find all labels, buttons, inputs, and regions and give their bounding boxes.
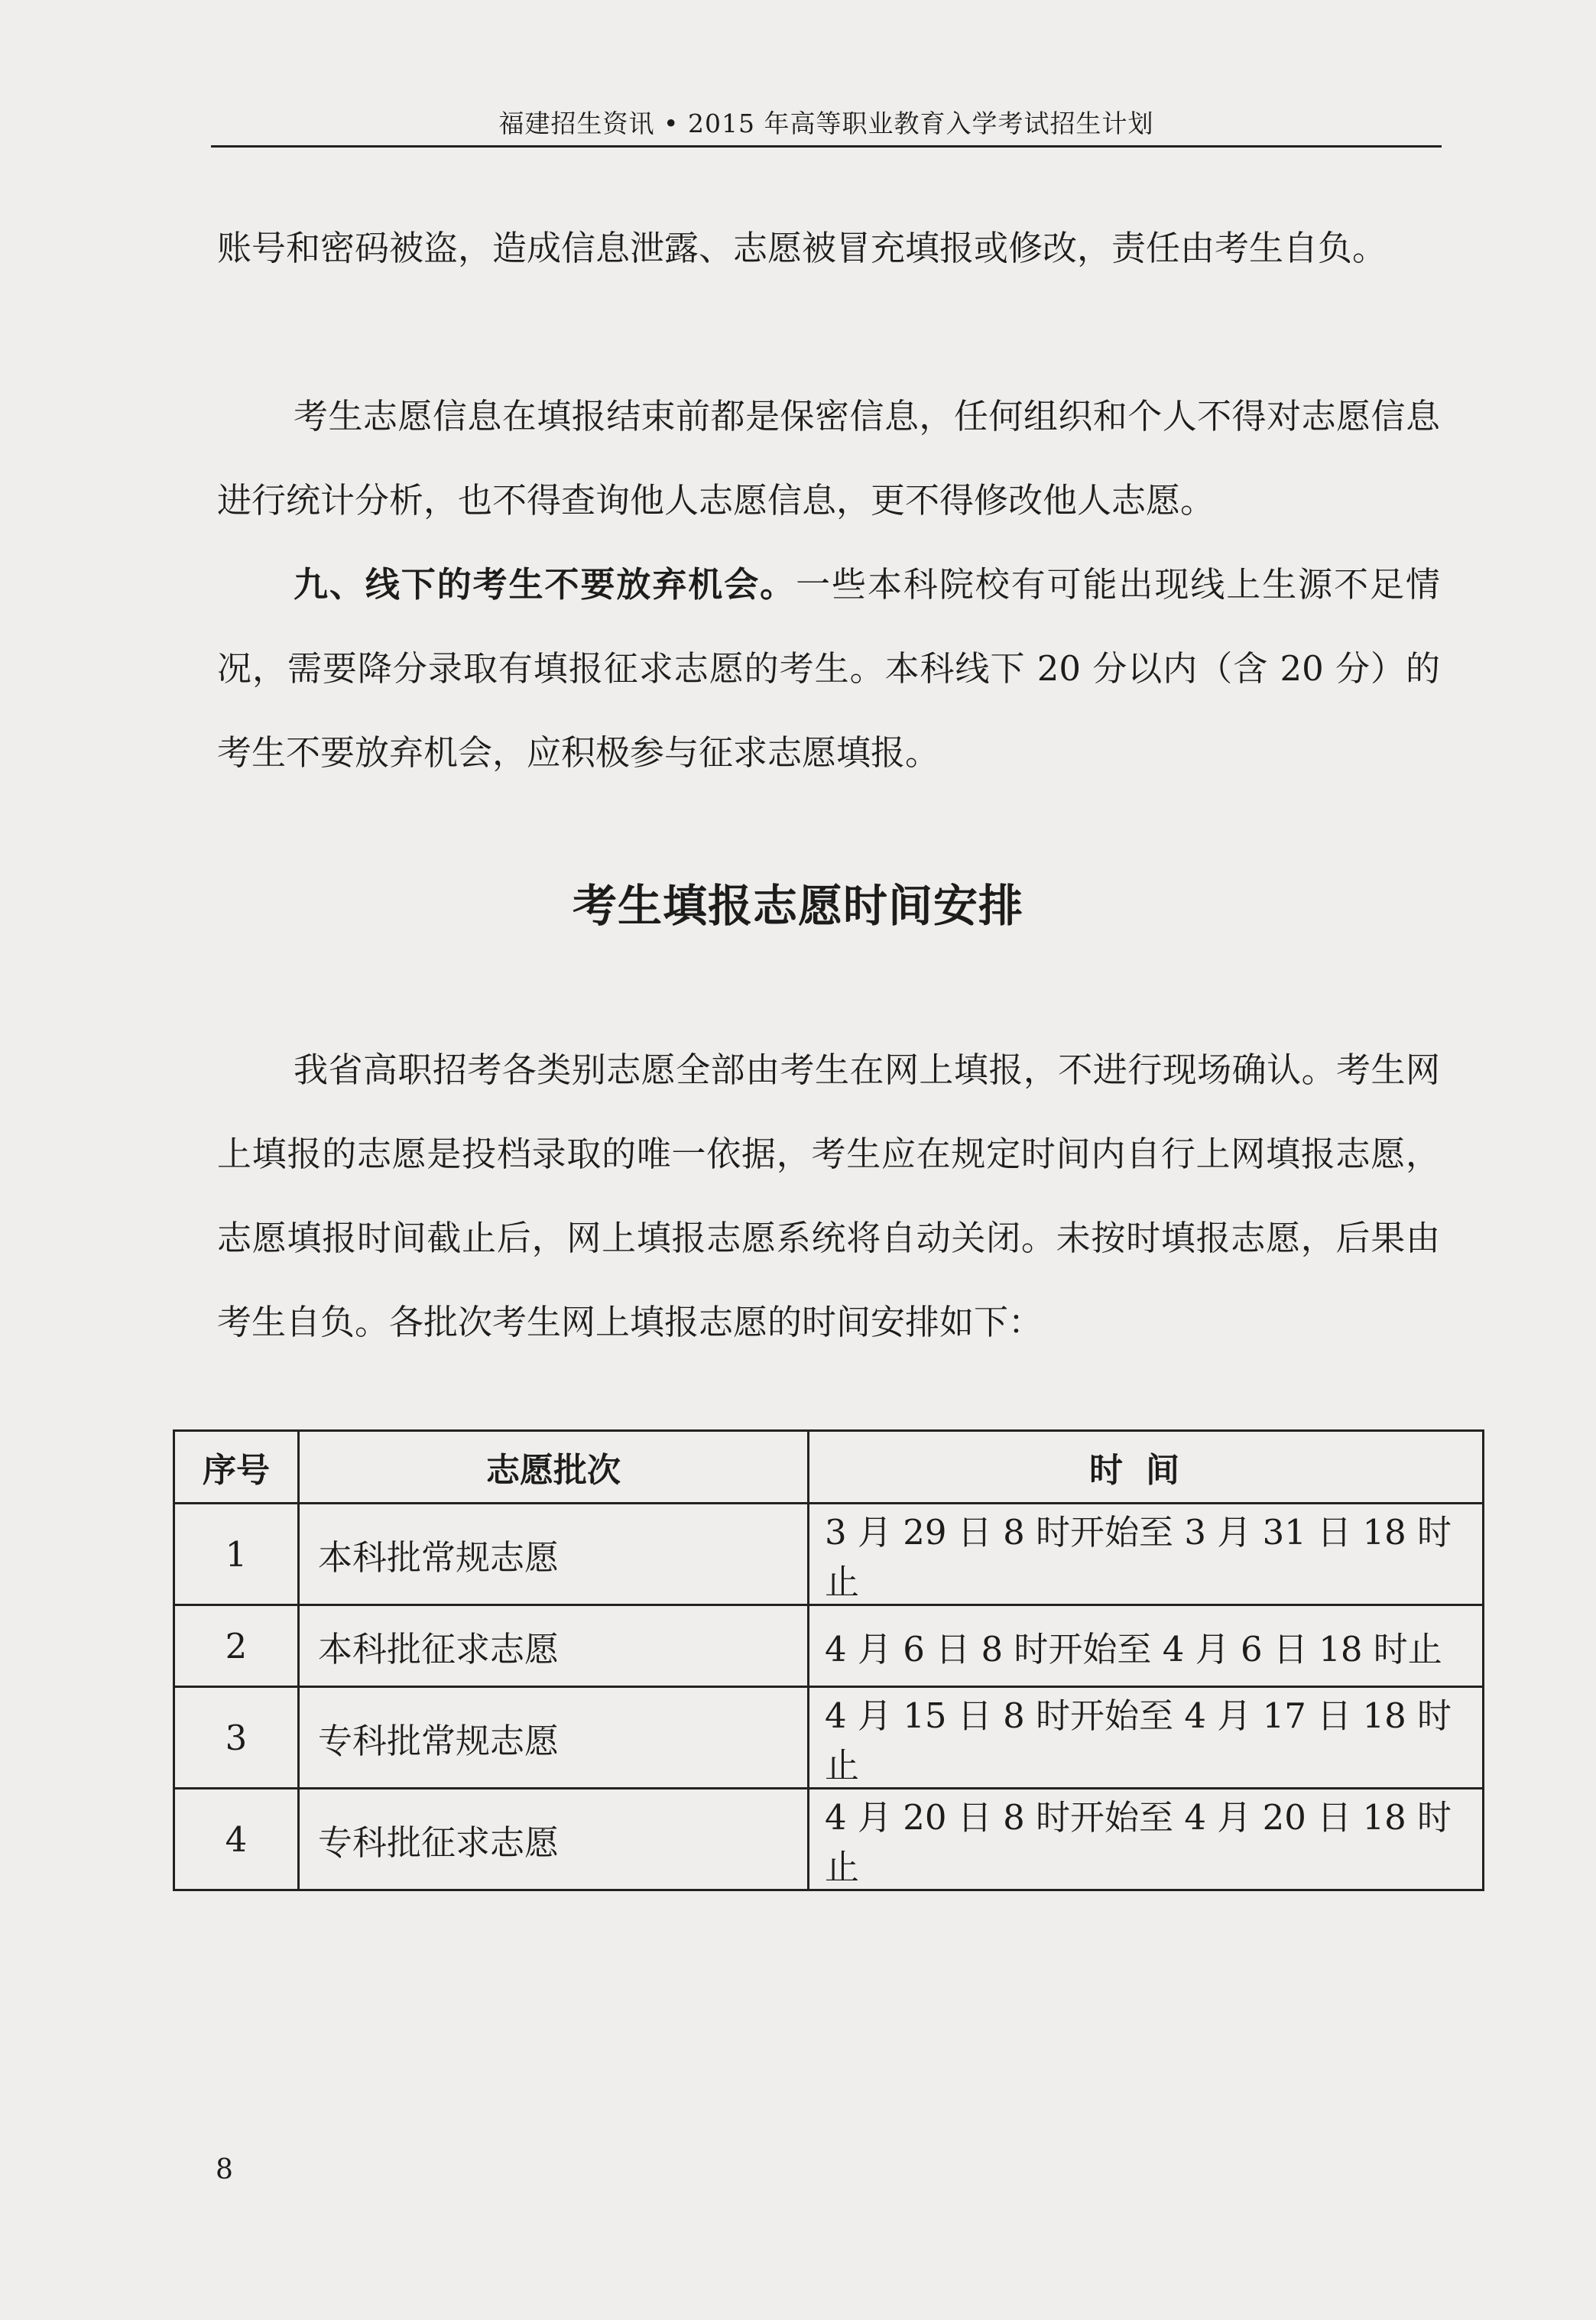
row-batch: 专科批常规志愿 [299, 1687, 809, 1789]
row-batch: 本科批征求志愿 [299, 1605, 809, 1687]
paragraph-schedule-intro: 我省高职招考各类别志愿全部由考生在网上填报，不进行现场确认。考生网上填报的志愿是投档录取的唯一依据，考生应在规定时间内自行上网填报志愿，志愿填报时间截止后，网上填报志愿系统将自动关闭。未按时填报志愿，后果由考生自负。各批次考生网上填报志愿的时间安排如下： [217, 1050, 1440, 1342]
row-batch: 专科批征求志愿 [299, 1789, 809, 1890]
table-row [174, 1504, 1484, 1605]
row-number: 3 [174, 1687, 299, 1789]
table-header-row [174, 1431, 1484, 1504]
row-time: 3 月 29 日 8 时开始至 3 月 31 日 18 时止 [809, 1504, 1484, 1605]
row-time: 4 月 20 日 8 时开始至 4 月 20 日 18 时止 [809, 1789, 1484, 1890]
row-number: 1 [174, 1504, 299, 1605]
section-nine-title: 九、线下的考生不要放弃机会。 [294, 564, 796, 605]
section-nine-body: 一些本科院校有可能出现线上生源不足情况，需要降分录取有填报征求志愿的考生。本科线下 20 分以内（含 20 分）的考生不要放弃机会，应积极参与征求志愿填报。 [217, 564, 1440, 773]
table-row [174, 1789, 1484, 1890]
running-header: 福建招生资讯 • 2015 年高等职业教育入学考试招生计划 [498, 109, 1154, 138]
schedule-heading: 考生填报志愿时间安排 [572, 880, 1023, 932]
row-number: 4 [174, 1789, 299, 1890]
table-row [174, 1687, 1484, 1789]
header-batch: 志愿批次 [299, 1431, 809, 1504]
paragraph-account-security: 账号和密码被盗，造成信息泄露、志愿被冒充填报或修改，责任由考生自负。 [217, 228, 1387, 268]
header-number: 序号 [174, 1431, 299, 1504]
row-time: 4 月 6 日 8 时开始至 4 月 6 日 18 时止 [809, 1605, 1484, 1687]
paragraph-below-line [217, 543, 1440, 795]
paragraph-confidentiality: 考生志愿信息在填报结束前都是保密信息，任何组织和个人不得对志愿信息进行统计分析，也不得查询他人志愿信息，更不得修改他人志愿。 [217, 396, 1440, 521]
row-time: 4 月 15 日 8 时开始至 4 月 17 日 18 时止 [809, 1687, 1484, 1789]
row-number: 2 [174, 1605, 299, 1687]
row-batch: 本科批常规志愿 [299, 1504, 809, 1605]
table-row [174, 1605, 1484, 1687]
page-number: 8 [216, 2154, 233, 2185]
header-rule [211, 145, 1442, 148]
schedule-table [173, 1429, 1484, 1891]
header-time: 时间 [809, 1431, 1484, 1504]
